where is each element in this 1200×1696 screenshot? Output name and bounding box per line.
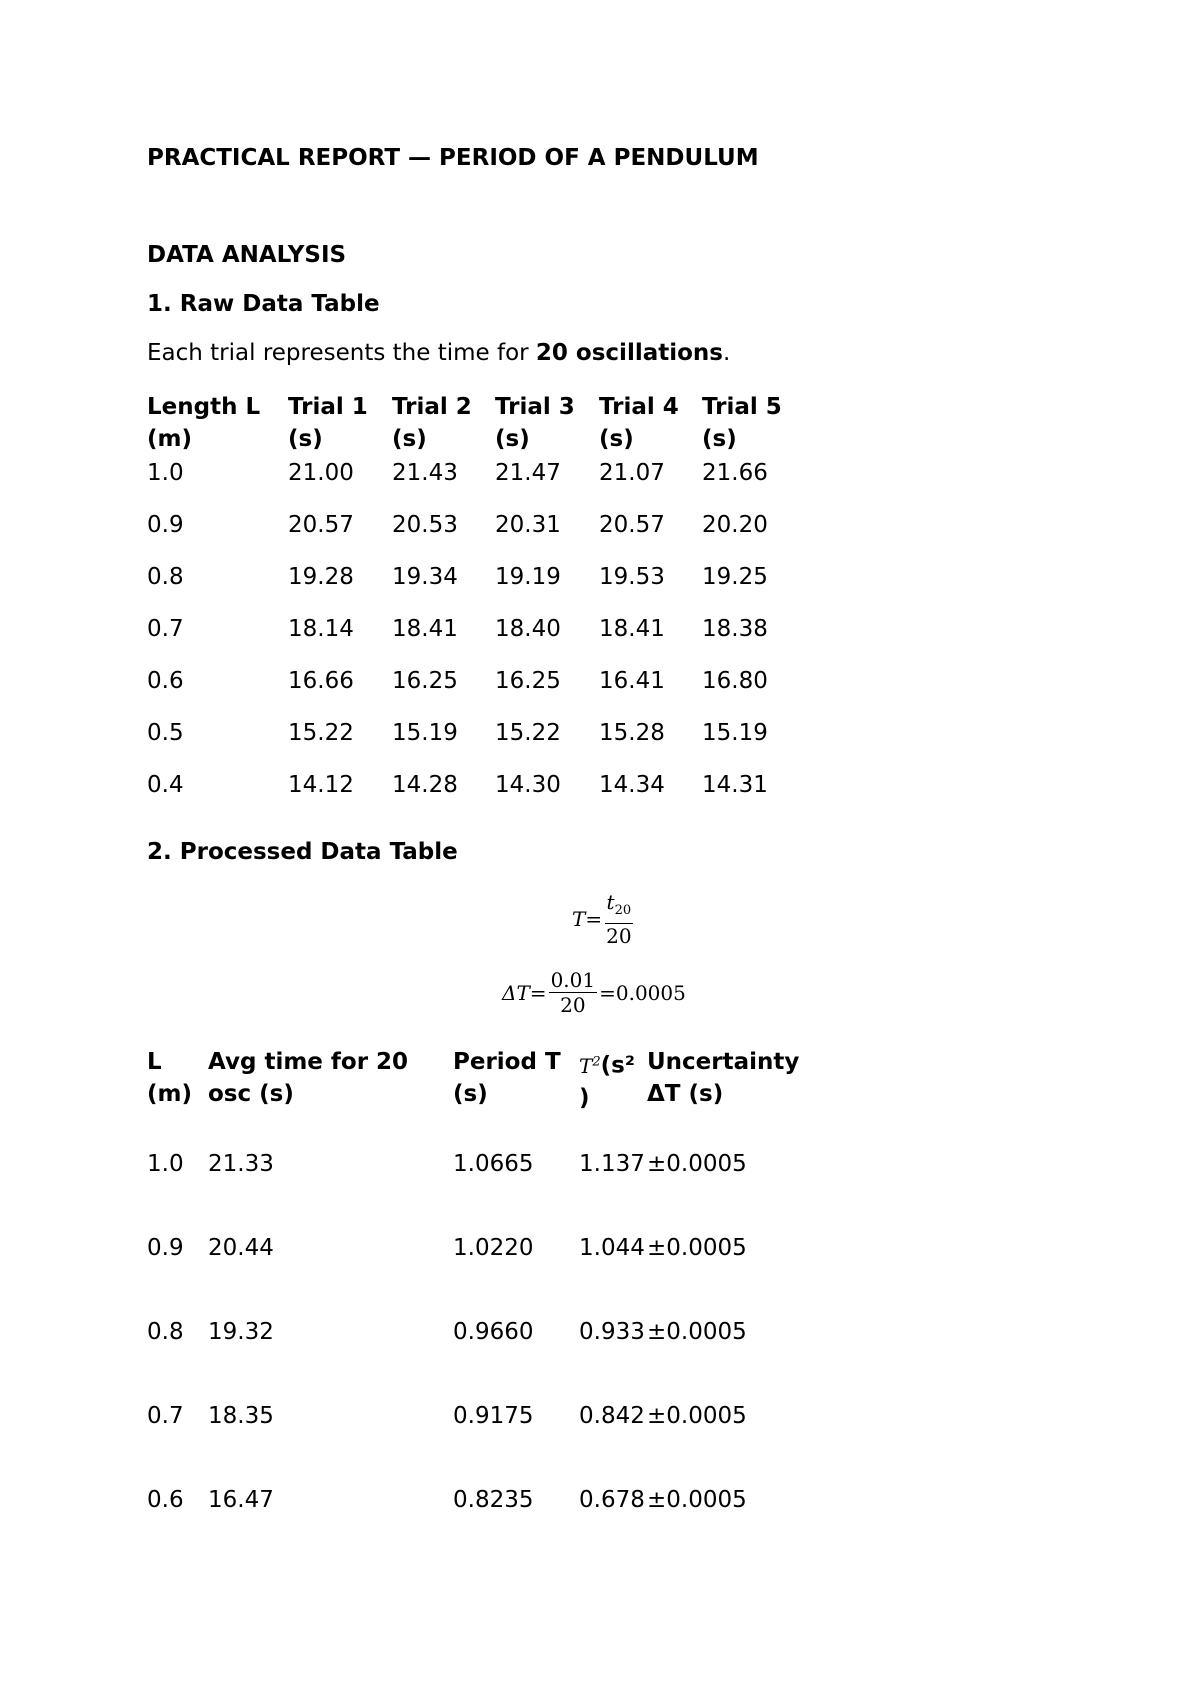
table-cell: ±0.0005 [647, 1235, 747, 1261]
intro-bold-text: 20 oscillations [535, 340, 723, 366]
raw-table-body [147, 457, 812, 821]
formula-num-sub: 20 [614, 903, 632, 918]
processed-data-table [147, 1046, 827, 1542]
table-cell: 14.30 [495, 772, 561, 798]
processed-header-cell [579, 1046, 647, 1122]
table-cell: 0.7 [147, 1403, 184, 1429]
table-row [147, 1206, 827, 1290]
raw-header-cell: Trial 1 (s) [288, 394, 368, 452]
table-cell: 19.25 [702, 564, 768, 590]
formula-denominator: 20 [606, 924, 632, 948]
table-cell: ±0.0005 [647, 1403, 747, 1429]
t-exponent: 2 [592, 1054, 601, 1069]
table-row [147, 769, 812, 821]
table-row [147, 1374, 827, 1458]
table-cell: 19.32 [208, 1319, 274, 1345]
table-cell: 20.20 [702, 512, 768, 538]
processed-table-body [147, 1122, 827, 1542]
table-cell: ±0.0005 [647, 1151, 747, 1177]
processed-header-row [147, 1046, 827, 1122]
formula-equals: = [599, 980, 616, 1005]
table-cell: 19.28 [288, 564, 354, 590]
table-cell: 21.07 [599, 460, 665, 486]
table-cell: 0.8235 [453, 1487, 534, 1513]
table-cell: ±0.0005 [647, 1487, 747, 1513]
table-cell: 0.4 [147, 772, 184, 798]
table-cell: 0.7 [147, 616, 184, 642]
uncertainty-formula [502, 968, 686, 1017]
table-cell: 19.19 [495, 564, 561, 590]
raw-header-cell: Length L (m) [147, 394, 261, 452]
table-cell: 14.34 [599, 772, 665, 798]
raw-header-cell: Trial 3 (s) [495, 394, 575, 452]
table-cell: 20.31 [495, 512, 561, 538]
processed-header-cell: Uncertainty ΔT (s) [647, 1049, 800, 1107]
table-cell: 15.22 [495, 720, 561, 746]
table-row [147, 613, 812, 665]
table-cell: 0.9660 [453, 1319, 534, 1345]
formula-fraction [549, 968, 598, 1017]
table-cell: 0.8 [147, 1319, 184, 1345]
table-cell: 1.044 [579, 1235, 645, 1261]
raw-header-cell: Trial 4 (s) [599, 394, 679, 452]
formula-fraction [604, 890, 633, 948]
report-title: PRACTICAL REPORT — PERIOD OF A PENDULUM [147, 145, 759, 171]
intro-suffix: . [722, 340, 731, 366]
table-cell: 0.8 [147, 564, 184, 590]
formula-numerator [605, 890, 634, 924]
table-row [147, 457, 812, 509]
raw-header-row [147, 391, 812, 457]
table-cell: 0.6 [147, 1487, 184, 1513]
table-cell: 1.137 [579, 1151, 645, 1177]
raw-header-cell: Trial 5 (s) [702, 394, 782, 452]
table-cell: 21.47 [495, 460, 561, 486]
formula-numerator: 0.01 [550, 968, 596, 992]
raw-data-table [147, 391, 812, 821]
raw-data-intro [147, 340, 730, 366]
table-row [147, 1458, 827, 1542]
raw-data-heading: 1. Raw Data Table [147, 291, 380, 317]
t-symbol: T [579, 1053, 593, 1078]
formula-result: 0.0005 [615, 980, 686, 1005]
table-row [147, 561, 812, 613]
formula-equals: = [585, 907, 603, 931]
intro-text: Each trial represents the time for [147, 340, 536, 366]
table-cell: 0.933 [579, 1319, 645, 1345]
table-cell: 20.53 [392, 512, 458, 538]
table-cell: 1.0220 [453, 1235, 534, 1261]
table-cell: 16.47 [208, 1487, 274, 1513]
table-row [147, 717, 812, 769]
table-cell: 0.5 [147, 720, 184, 746]
table-cell: 21.00 [288, 460, 354, 486]
table-cell: 18.38 [702, 616, 768, 642]
table-cell: 0.678 [579, 1487, 645, 1513]
table-row [147, 509, 812, 561]
formula-lhs: T [572, 907, 586, 931]
table-row [147, 665, 812, 717]
table-cell: 18.40 [495, 616, 561, 642]
table-cell: 0.9 [147, 512, 184, 538]
table-cell: 14.12 [288, 772, 354, 798]
table-cell: 16.66 [288, 668, 354, 694]
processed-header-cell: Avg time for 20 osc (s) [208, 1049, 409, 1107]
table-row [147, 1290, 827, 1374]
table-cell: 0.842 [579, 1403, 645, 1429]
table-cell: 1.0 [147, 460, 184, 486]
processed-header-cell: Period T (s) [453, 1049, 561, 1107]
table-cell: 15.22 [288, 720, 354, 746]
raw-header-cell: Trial 2 (s) [392, 394, 472, 452]
table-cell: 16.80 [702, 668, 768, 694]
table-cell: 15.19 [702, 720, 768, 746]
table-row [147, 1122, 827, 1206]
formula-num-var: t [606, 890, 615, 914]
table-cell: 18.41 [392, 616, 458, 642]
table-cell: 19.34 [392, 564, 458, 590]
table-cell: 20.44 [208, 1235, 274, 1261]
table-cell: 1.0 [147, 1151, 184, 1177]
table-cell: 19.53 [599, 564, 665, 590]
t-squared-unit: (s² ) [579, 1052, 635, 1111]
table-cell: ±0.0005 [647, 1319, 747, 1345]
formula-equals: = [529, 980, 547, 1005]
table-cell: 1.0665 [453, 1151, 534, 1177]
table-cell: 18.14 [288, 616, 354, 642]
table-cell: 14.28 [392, 772, 458, 798]
processed-data-heading: 2. Processed Data Table [147, 839, 458, 865]
table-cell: 21.66 [702, 460, 768, 486]
processed-header-cell: L (m) [147, 1049, 192, 1107]
table-cell: 18.35 [208, 1403, 274, 1429]
table-cell: 16.25 [392, 668, 458, 694]
table-cell: 20.57 [599, 512, 665, 538]
t-squared-symbol [579, 1054, 601, 1078]
table-cell: 15.28 [599, 720, 665, 746]
table-cell: 0.9175 [453, 1403, 534, 1429]
table-cell: 18.41 [599, 616, 665, 642]
table-cell: 0.6 [147, 668, 184, 694]
period-formula [572, 890, 636, 948]
section-heading: DATA ANALYSIS [147, 242, 347, 268]
table-cell: 16.25 [495, 668, 561, 694]
table-cell: 21.43 [392, 460, 458, 486]
table-cell: 14.31 [702, 772, 768, 798]
table-cell: 21.33 [208, 1151, 274, 1177]
formula-denominator: 20 [560, 993, 586, 1017]
table-cell: 16.41 [599, 668, 665, 694]
table-cell: 0.9 [147, 1235, 184, 1261]
table-cell: 20.57 [288, 512, 354, 538]
formula-lhs: ΔT [502, 980, 530, 1005]
table-cell: 15.19 [392, 720, 458, 746]
